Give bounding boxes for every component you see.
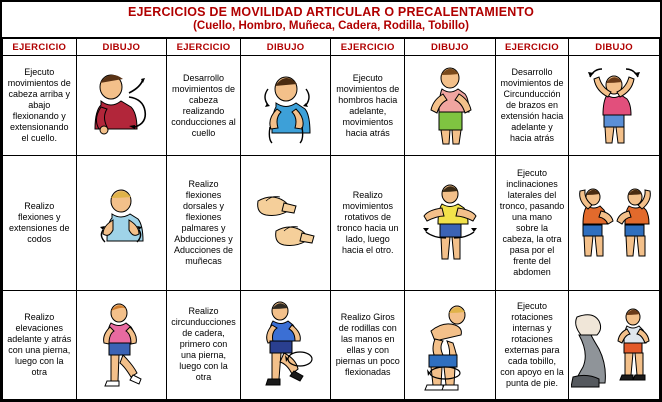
drawing-cell-1-3 bbox=[76, 290, 167, 399]
exercise-text-1-1: Ejecuto movimientos de cabeza arriba y abajo flexionando y extensionando el cuello. bbox=[3, 56, 77, 156]
lateral-trunk-bend-figure bbox=[571, 183, 657, 263]
exercise-text-3-1: Ejecuto movimientos de hombros hacia adelante, movimientos hacia atrás bbox=[331, 56, 405, 156]
ankle-rotation-figure bbox=[571, 301, 657, 389]
drawing-cell-4-1 bbox=[569, 56, 660, 156]
drawing-cell-3-3 bbox=[405, 290, 496, 399]
exercise-text-2-1: Desarrollo movimientos de cabeza realizando conducciones al cuello bbox=[167, 56, 241, 156]
table-row bbox=[3, 290, 660, 399]
trunk-rotation-figure bbox=[414, 180, 486, 266]
header-exercise-2: EJERCICIO bbox=[167, 39, 241, 56]
exercise-text-4-3: Ejecuto rotaciones internas y rotaciones externas para cada tobillo, con apoyo en la punta de pie. bbox=[495, 290, 569, 399]
shoulder-movement-figure bbox=[414, 63, 486, 149]
neck-flexion-figure bbox=[85, 67, 157, 145]
drawing-cell-1-2 bbox=[76, 156, 167, 291]
page-subtitle: (Cuello, Hombro, Muñeca, Cadera, Rodilla, Tobillo) bbox=[193, 20, 469, 32]
header-drawing-3: DIBUJO bbox=[405, 39, 496, 56]
leg-raise-figure bbox=[85, 299, 157, 391]
header-drawing-2: DIBUJO bbox=[240, 39, 331, 56]
header-drawing-4: DIBUJO bbox=[569, 39, 660, 56]
drawing-cell-4-2 bbox=[569, 156, 660, 291]
exercise-text-4-2: Ejecuto inclinaciones laterales del tronco, pasando una mano sobre la cabeza, la otra pasa por el frente del abdomen bbox=[495, 156, 569, 291]
drawing-cell-4-3 bbox=[569, 290, 660, 399]
title-block bbox=[2, 2, 660, 38]
arm-circumduction-figure bbox=[578, 63, 650, 149]
header-exercise-3: EJERCICIO bbox=[331, 39, 405, 56]
table-row bbox=[3, 156, 660, 291]
drawing-cell-2-3 bbox=[240, 290, 331, 399]
table-header-row bbox=[3, 39, 660, 56]
header-drawing-1: DIBUJO bbox=[76, 39, 167, 56]
wrist-hands-figure bbox=[248, 187, 324, 259]
exercise-text-2-2: Realizo flexiones dorsales y flexiones palmares y Abducciones y Aducciones de muñecas bbox=[167, 156, 241, 291]
page-title: EJERCICIOS DE MOVILIDAD ARTICULAR O PRECALENTAMIENTO bbox=[127, 5, 535, 19]
knee-rotation-figure bbox=[411, 299, 489, 391]
exercise-text-4-1: Desarrollo movimientos de Circunducción de brazos en extensión hacia adelante y hacia atrás bbox=[495, 56, 569, 156]
exercise-text-3-3: Realizo Giros de rodillas con las manos en ellas y con piernas un poco flexionadas bbox=[331, 290, 405, 399]
exercise-text-3-2: Realizo movimientos rotativos de tronco hacia un lado, luego hacia el otro. bbox=[331, 156, 405, 291]
elbow-flexion-figure bbox=[85, 184, 157, 262]
exercise-table bbox=[2, 38, 660, 400]
neck-rotation-figure bbox=[250, 67, 322, 145]
drawing-cell-2-1 bbox=[240, 56, 331, 156]
header-exercise-4: EJERCICIO bbox=[495, 39, 569, 56]
drawing-cell-3-1 bbox=[405, 56, 496, 156]
drawing-cell-3-2 bbox=[405, 156, 496, 291]
hip-circumduction-figure bbox=[250, 299, 322, 391]
exercise-text-1-2: Realizo flexiones y extensiones de codos bbox=[3, 156, 77, 291]
exercise-text-2-3: Realizo circunducciones de cadera, primero con una pierna, luego con la otra bbox=[167, 290, 241, 399]
header-exercise-1: EJERCICIO bbox=[3, 39, 77, 56]
table-row bbox=[3, 56, 660, 156]
drawing-cell-1-1 bbox=[76, 56, 167, 156]
drawing-cell-2-2 bbox=[240, 156, 331, 291]
exercise-text-1-3: Realizo elevaciones adelante y atrás con una pierna, luego con la otra bbox=[3, 290, 77, 399]
